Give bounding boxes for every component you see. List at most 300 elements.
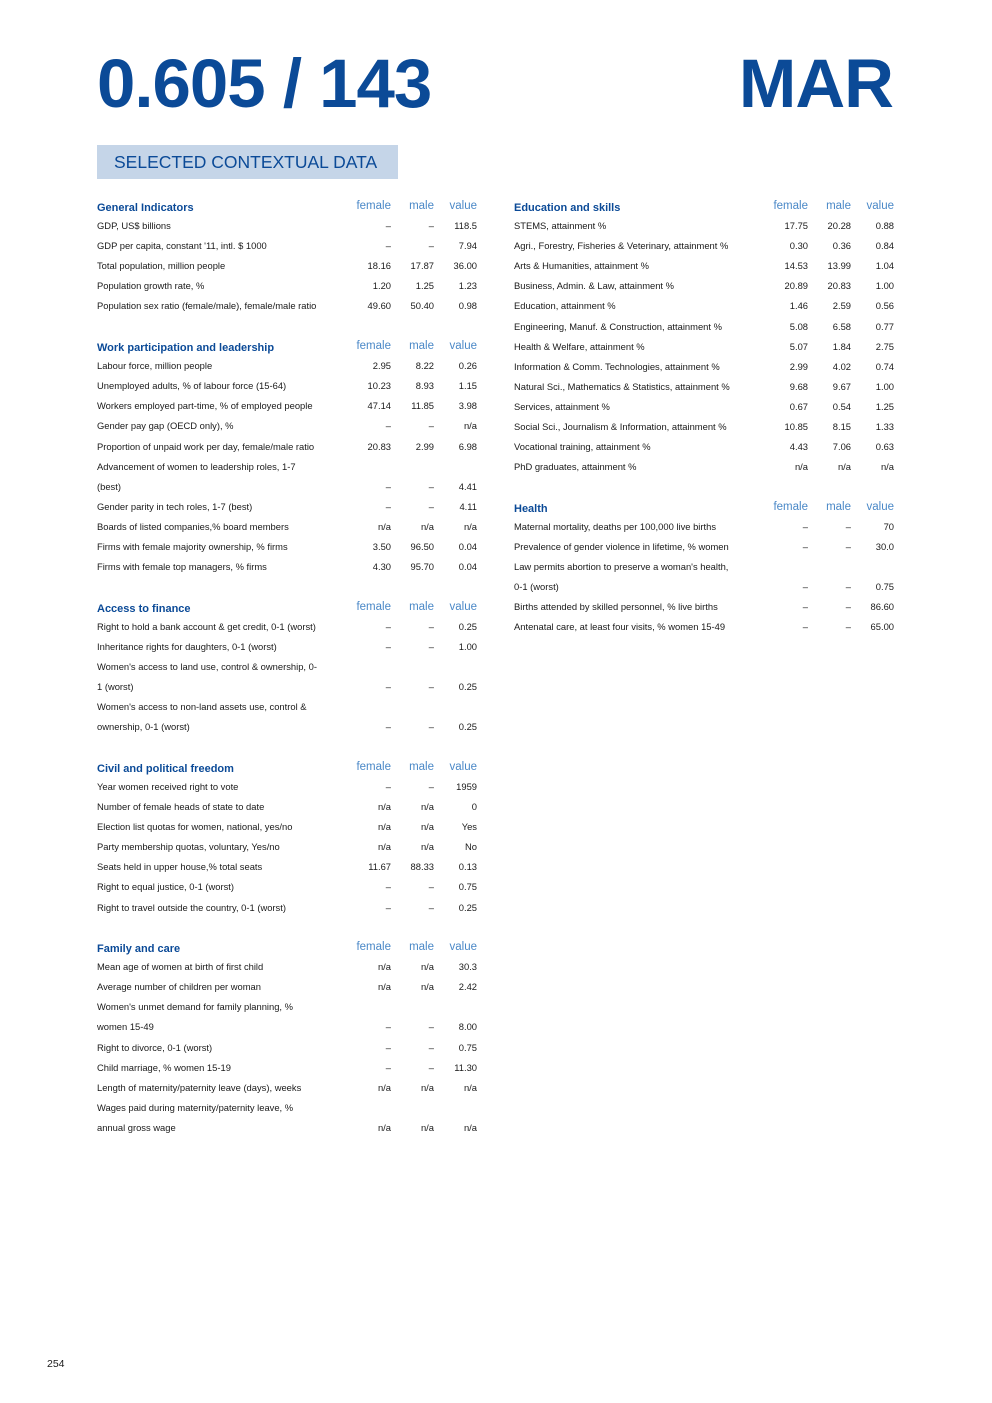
female-value: – <box>385 881 391 893</box>
female-column-header: female <box>773 500 808 513</box>
female-value: 2.95 <box>372 360 391 372</box>
indicator-label: Proportion of unpaid work per day, female/male ratio <box>97 440 315 452</box>
male-column-header: male <box>409 941 434 954</box>
ratio-value: 1959 <box>456 780 477 792</box>
indicator-label: Services, attainment % <box>514 400 610 412</box>
section-header <box>97 196 477 216</box>
female-value: 10.85 <box>784 421 808 433</box>
male-value: – <box>428 420 434 432</box>
female-value: 49.60 <box>367 300 391 312</box>
ratio-value: 7.94 <box>458 240 477 252</box>
indicator-row <box>514 557 894 577</box>
female-value: – <box>385 500 391 512</box>
female-value: 0.67 <box>789 400 808 412</box>
female-value: – <box>385 640 391 652</box>
male-value: – <box>428 901 434 913</box>
male-value: 7.06 <box>832 441 851 453</box>
ratio-value: 86.60 <box>870 601 894 613</box>
male-value: – <box>845 520 851 532</box>
ratio-value: 0.84 <box>875 240 894 252</box>
data-section <box>97 196 477 317</box>
indicator-label: ownership, 0-1 (worst) <box>97 721 190 733</box>
ratio-value: 0.25 <box>458 620 477 632</box>
ratio-value: 8.00 <box>458 1021 477 1033</box>
male-value: 4.02 <box>832 360 851 372</box>
indicator-label: Average number of children per woman <box>97 981 261 993</box>
indicator-label: Number of female heads of state to date <box>97 801 265 813</box>
ratio-value: 1.00 <box>875 280 894 292</box>
indicator-row <box>514 417 894 437</box>
indicator-row <box>97 857 477 877</box>
female-value: – <box>385 620 391 632</box>
indicator-row <box>97 1038 477 1058</box>
indicator-label: Social Sci., Journalism & Information, attainment % <box>514 421 727 433</box>
female-value: – <box>385 901 391 913</box>
male-value: n/a <box>837 461 851 473</box>
male-value: – <box>428 500 434 512</box>
male-value: – <box>845 621 851 633</box>
female-value: – <box>385 721 391 733</box>
male-value: 0.54 <box>832 400 851 412</box>
indicator-label: Health & Welfare, attainment % <box>514 340 645 352</box>
ratio-value: 2.42 <box>458 981 477 993</box>
female-value: 4.43 <box>789 441 808 453</box>
indicator-row <box>97 837 477 857</box>
female-value: n/a <box>377 801 391 813</box>
indicator-label: Agri., Forestry, Fisheries & Veterinary, attainment % <box>514 240 729 252</box>
male-value: – <box>428 1021 434 1033</box>
ratio-value: 30.0 <box>875 541 894 552</box>
indicator-label: Information & Comm. Technologies, attainment % <box>514 360 720 372</box>
indicator-label: Vocational training, attainment % <box>514 441 651 453</box>
ratio-value: n/a <box>463 520 477 532</box>
indicator-row <box>514 457 894 477</box>
male-value: – <box>845 581 851 593</box>
indicator-label: Wages paid during maternity/paternity leave, % <box>97 1101 294 1113</box>
index-score-rank: 0.605 / 143 <box>97 45 432 122</box>
female-value: – <box>802 601 808 613</box>
indicator-label: Population sex ratio (female/male), female/male ratio <box>97 300 317 312</box>
indicator-label: Right to travel outside the country, 0-1 (worst) <box>97 901 286 913</box>
female-value: 18.16 <box>367 260 391 272</box>
indicator-label: Mean age of women at birth of first child <box>97 961 264 973</box>
indicator-row <box>97 276 477 296</box>
indicator-label: Party membership quotas, voluntary, Yes/no <box>97 841 280 853</box>
indicator-label: Population growth rate, % <box>97 280 205 292</box>
male-value: n/a <box>420 801 434 813</box>
indicator-label: GDP, US$ billions <box>97 220 171 232</box>
indicator-row <box>97 617 477 637</box>
indicator-row <box>97 236 477 256</box>
indicator-row <box>97 777 477 797</box>
male-value: 50.40 <box>410 300 434 312</box>
indicator-label: Workers employed part-time, % of employed people <box>97 400 313 412</box>
indicator-row <box>97 898 477 918</box>
indicator-row <box>97 877 477 897</box>
male-value: 0.36 <box>832 240 851 252</box>
ratio-value: 0.63 <box>875 441 894 453</box>
indicator-row <box>514 517 894 537</box>
ratio-value: 11.30 <box>454 1061 477 1073</box>
ratio-value: No <box>465 841 477 853</box>
indicator-label: Prevalence of gender violence in lifetime, % women <box>514 541 729 552</box>
male-column-header: male <box>409 200 434 212</box>
indicator-row <box>514 337 894 357</box>
female-value: 10.23 <box>367 380 391 392</box>
section-header <box>514 497 894 517</box>
female-column-header: female <box>773 200 808 212</box>
ratio-value: 118.5 <box>454 220 477 232</box>
ratio-value: 0.25 <box>458 721 477 733</box>
male-value: 13.99 <box>827 260 851 272</box>
female-value: – <box>385 1041 391 1053</box>
male-column-header: male <box>409 340 434 353</box>
indicator-row <box>514 437 894 457</box>
indicator-label: Births attended by skilled personnel, % live births <box>514 601 718 613</box>
indicator-label: Gender parity in tech roles, 1-7 (best) <box>97 500 253 512</box>
ratio-value: 1.33 <box>875 421 894 433</box>
indicator-label: Election list quotas for women, national, yes/no <box>97 821 293 833</box>
male-value: – <box>428 1041 434 1053</box>
ratio-value: 1.23 <box>458 280 477 292</box>
female-value: – <box>802 581 808 593</box>
indicator-row <box>514 317 894 337</box>
male-column-header: male <box>826 500 851 513</box>
section-header <box>97 336 477 356</box>
value-column-header: value <box>449 760 477 773</box>
male-value: n/a <box>420 520 434 532</box>
female-value: 2.99 <box>789 360 808 372</box>
indicator-label: Seats held in upper house,% total seats <box>97 861 263 873</box>
indicator-row <box>97 256 477 276</box>
indicator-label: Right to divorce, 0-1 (worst) <box>97 1041 213 1053</box>
female-value: 5.07 <box>789 340 808 352</box>
male-value: n/a <box>420 981 434 993</box>
male-value: 1.25 <box>415 280 434 292</box>
ratio-value: 0.75 <box>458 1041 477 1053</box>
indicator-row <box>514 236 894 256</box>
male-value: – <box>428 240 434 252</box>
indicator-row <box>514 357 894 377</box>
male-value: 8.15 <box>832 421 851 433</box>
ratio-value: 0.56 <box>875 300 894 312</box>
section-title: Family and care <box>97 943 181 956</box>
indicator-label: STEMS, attainment % <box>514 220 607 232</box>
indicator-label: Child marriage, % women 15-19 <box>97 1061 231 1073</box>
indicator-label: 1 (worst) <box>97 681 134 693</box>
indicator-row <box>97 437 477 457</box>
indicator-label: annual gross wage <box>97 1121 176 1133</box>
male-value: – <box>845 541 851 552</box>
ratio-value: 0.25 <box>458 901 477 913</box>
indicator-label: Education, attainment % <box>514 300 616 312</box>
value-column-header: value <box>449 600 477 613</box>
indicator-label: Boards of listed companies,% board members <box>97 520 289 532</box>
male-value: 2.99 <box>415 440 434 452</box>
female-value: n/a <box>377 1081 391 1093</box>
female-value: 47.14 <box>367 400 391 412</box>
ratio-value: 0.88 <box>875 220 894 232</box>
female-column-header: female <box>356 200 391 212</box>
male-value: n/a <box>420 821 434 833</box>
section-header <box>514 196 894 216</box>
indicator-label: Firms with female majority ownership, % firms <box>97 541 288 552</box>
indicator-row <box>97 817 477 837</box>
ratio-value: 0.25 <box>458 681 477 693</box>
male-value: 88.33 <box>410 861 434 873</box>
ratio-value: n/a <box>463 1081 477 1093</box>
indicator-row <box>97 517 477 537</box>
ratio-value: 30.3 <box>458 961 477 973</box>
indicator-row <box>97 637 477 657</box>
ratio-value: 0.98 <box>458 300 477 312</box>
section-title: Education and skills <box>514 202 621 214</box>
male-value: 6.58 <box>832 320 851 332</box>
female-value: n/a <box>794 461 808 473</box>
ratio-value: 0.75 <box>458 881 477 893</box>
male-value: 1.84 <box>832 340 851 352</box>
ratio-value: 0.13 <box>458 861 477 873</box>
ratio-value: 0.04 <box>458 541 477 552</box>
female-value: 14.53 <box>784 260 808 272</box>
indicator-row <box>97 396 477 416</box>
male-value: – <box>428 681 434 693</box>
female-value: n/a <box>377 841 391 853</box>
indicator-row <box>97 1017 477 1037</box>
male-value: – <box>428 640 434 652</box>
indicator-row <box>514 256 894 276</box>
female-value: 3.50 <box>372 541 391 552</box>
indicator-label: Engineering, Manuf. & Construction, attainment % <box>514 320 722 332</box>
section-header <box>97 757 477 777</box>
indicator-label: Right to hold a bank account & get credit, 0-1 (worst) <box>97 620 316 632</box>
indicator-label: Gender pay gap (OECD only), % <box>97 420 234 432</box>
female-value: – <box>385 220 391 232</box>
male-value: 17.87 <box>410 260 434 272</box>
ratio-value: 0.74 <box>875 360 894 372</box>
section-title: Health <box>514 502 548 515</box>
female-column-header: female <box>356 941 391 954</box>
male-column-header: male <box>826 200 851 212</box>
male-value: 20.83 <box>827 280 851 292</box>
female-value: 1.46 <box>789 300 808 312</box>
section-title: Access to finance <box>97 602 191 615</box>
indicator-label: Antenatal care, at least four visits, % women 15-49 <box>514 621 726 633</box>
indicator-label: Year women received right to vote <box>97 780 239 792</box>
indicator-label: Firms with female top managers, % firms <box>97 561 267 573</box>
section-header <box>97 937 477 957</box>
indicator-row <box>97 457 477 477</box>
ratio-value: 0.75 <box>875 581 894 593</box>
indicator-label: 0-1 (worst) <box>514 581 559 593</box>
section-title: General Indicators <box>97 202 194 214</box>
female-column-header: female <box>356 600 391 613</box>
section-header <box>97 597 477 617</box>
indicator-row <box>97 1118 477 1138</box>
left-column <box>97 196 477 1158</box>
ratio-value: 0 <box>471 801 477 813</box>
male-value: 8.93 <box>415 380 434 392</box>
female-value: – <box>385 681 391 693</box>
male-value: – <box>428 220 434 232</box>
indicator-label: GDP per capita, constant '11, intl. $ 1000 <box>97 240 267 252</box>
female-value: n/a <box>377 981 391 993</box>
female-value: 20.83 <box>367 440 391 452</box>
right-column <box>514 196 894 657</box>
male-value: – <box>428 480 434 492</box>
male-value: n/a <box>420 1081 434 1093</box>
indicator-label: Natural Sci., Mathematics & Statistics, attainment % <box>514 380 730 392</box>
male-column-header: male <box>409 600 434 613</box>
data-section <box>514 196 894 477</box>
indicator-label: women 15-49 <box>97 1021 154 1033</box>
female-column-header: female <box>356 340 391 353</box>
data-section <box>97 336 477 577</box>
indicator-label: Maternal mortality, deaths per 100,000 live births <box>514 520 717 532</box>
female-value: n/a <box>377 520 391 532</box>
ratio-value: 1.00 <box>875 380 894 392</box>
indicator-row <box>97 957 477 977</box>
female-value: – <box>385 1021 391 1033</box>
female-value: n/a <box>377 821 391 833</box>
male-value: – <box>428 780 434 792</box>
female-value: n/a <box>377 961 391 973</box>
indicator-row <box>97 677 477 697</box>
female-value: 20.89 <box>784 280 808 292</box>
indicator-row <box>514 537 894 557</box>
indicator-row <box>514 577 894 597</box>
female-value: – <box>385 1061 391 1073</box>
indicator-row <box>97 356 477 376</box>
male-value: – <box>428 1061 434 1073</box>
indicator-label: Inheritance rights for daughters, 0-1 (worst) <box>97 640 277 652</box>
ratio-value: 1.00 <box>458 640 477 652</box>
female-value: – <box>385 420 391 432</box>
female-value: 4.30 <box>372 561 391 573</box>
indicator-row <box>97 1098 477 1118</box>
page-number: 254 <box>47 1358 65 1370</box>
indicator-row <box>97 997 477 1017</box>
female-value: 5.08 <box>789 320 808 332</box>
ratio-value: 70 <box>883 520 894 532</box>
indicator-row <box>97 697 477 717</box>
data-section <box>514 497 894 638</box>
ratio-value: 1.15 <box>458 380 477 392</box>
indicator-row <box>97 296 477 316</box>
indicator-label: Unemployed adults, % of labour force (15-64) <box>97 380 287 392</box>
indicator-row <box>514 377 894 397</box>
male-value: n/a <box>420 961 434 973</box>
section-title: Civil and political freedom <box>97 762 234 775</box>
ratio-value: n/a <box>880 461 894 473</box>
indicator-row <box>514 216 894 236</box>
indicator-label: Right to equal justice, 0-1 (worst) <box>97 881 235 893</box>
female-value: 9.68 <box>789 380 808 392</box>
female-value: – <box>385 780 391 792</box>
female-value: – <box>385 480 391 492</box>
ratio-value: 1.25 <box>875 400 894 412</box>
indicator-label: Arts & Humanities, attainment % <box>514 260 649 272</box>
indicator-label: (best) <box>97 480 121 492</box>
indicator-label: PhD graduates, attainment % <box>514 461 637 473</box>
indicator-row <box>514 296 894 316</box>
ratio-value: 65.00 <box>870 621 894 633</box>
indicator-label: Labour force, million people <box>97 360 213 372</box>
indicator-label: Women's unmet demand for family planning, % <box>97 1001 293 1013</box>
male-value: 9.67 <box>832 380 851 392</box>
male-value: 96.50 <box>410 541 434 552</box>
data-section <box>97 597 477 738</box>
indicator-row <box>514 617 894 637</box>
ratio-value: n/a <box>463 420 477 432</box>
male-column-header: male <box>409 760 434 773</box>
ratio-value: 36.00 <box>453 260 477 272</box>
female-value: – <box>385 240 391 252</box>
indicator-row <box>514 276 894 296</box>
indicator-row <box>514 397 894 417</box>
male-value: 8.22 <box>415 360 434 372</box>
female-value: 11.67 <box>368 861 391 873</box>
value-column-header: value <box>449 340 477 353</box>
value-column-header: value <box>449 200 477 212</box>
indicator-label: Business, Admin. & Law, attainment % <box>514 280 674 292</box>
indicator-label: Length of maternity/paternity leave (days), weeks <box>97 1081 302 1093</box>
indicator-row <box>514 597 894 617</box>
value-column-header: value <box>449 941 477 954</box>
section-banner: SELECTED CONTEXTUAL DATA <box>97 145 398 179</box>
female-column-header: female <box>356 760 391 773</box>
female-value: – <box>802 621 808 633</box>
female-value: – <box>802 541 808 552</box>
female-value: n/a <box>377 1121 391 1133</box>
ratio-value: 0.04 <box>458 561 477 573</box>
indicator-row <box>97 1058 477 1078</box>
male-value: n/a <box>420 1121 434 1133</box>
female-value: – <box>802 520 808 532</box>
indicator-row <box>97 416 477 436</box>
female-value: 1.20 <box>372 280 391 292</box>
ratio-value: 1.04 <box>875 260 894 272</box>
indicator-label: Law permits abortion to preserve a woman's health, <box>514 561 729 573</box>
indicator-row <box>97 477 477 497</box>
country-code: MAR <box>738 45 893 122</box>
ratio-value: Yes <box>461 821 477 833</box>
data-section <box>97 757 477 918</box>
indicator-row <box>97 537 477 557</box>
value-column-header: value <box>866 500 894 513</box>
ratio-value: 0.77 <box>875 320 894 332</box>
indicator-row <box>97 797 477 817</box>
male-value: n/a <box>420 841 434 853</box>
female-value: 0.30 <box>789 240 808 252</box>
indicator-row <box>97 376 477 396</box>
section-title: Work participation and leadership <box>97 342 275 355</box>
male-value: 2.59 <box>832 300 851 312</box>
ratio-value: 0.26 <box>458 360 477 372</box>
male-value: – <box>845 601 851 613</box>
indicator-label: Advancement of women to leadership roles, 1-7 <box>97 460 296 472</box>
ratio-value: 4.11 <box>459 500 477 512</box>
indicator-row <box>97 216 477 236</box>
male-value: – <box>428 721 434 733</box>
indicator-label: Total population, million people <box>97 260 226 272</box>
male-value: 11.85 <box>411 400 434 412</box>
male-value: – <box>428 620 434 632</box>
male-value: – <box>428 881 434 893</box>
ratio-value: 6.98 <box>458 440 477 452</box>
ratio-value: 4.41 <box>458 480 477 492</box>
indicator-row <box>97 717 477 737</box>
